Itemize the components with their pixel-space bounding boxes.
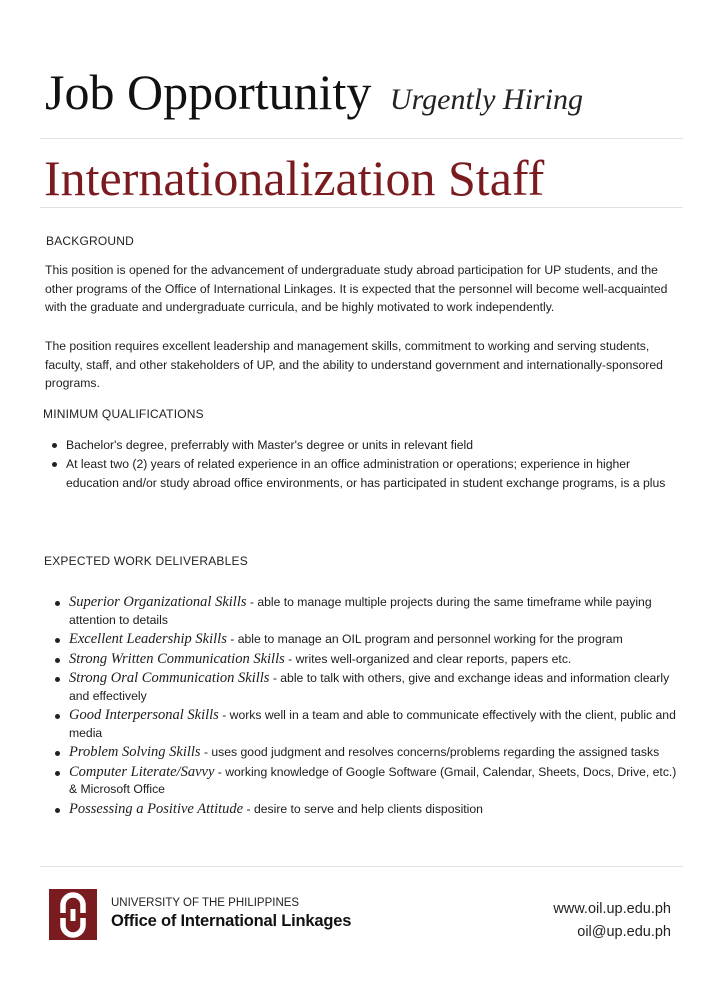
skill-description: - able to manage an OIL program and personnel working for the program: [226, 632, 623, 646]
skill-description: - works well in a team and able to communicate effectively with the client, public and media: [69, 708, 676, 740]
skill-description: - writes well-organized and clear reports, papers etc.: [284, 651, 572, 666]
skill-description: - able to manage multiple projects during the same timeframe while paying attention to details: [69, 595, 652, 627]
page-title: [45, 62, 583, 130]
list-item: Bachelor's degree, preferrably with Master's degree or units in relevant field: [46, 436, 666, 455]
background-paragraph-2: The position requires excellent leadership and management skills, commitment to working and serving students, faculty, staff, and other stakeholders of UP, and the ability to understand government and internationally-sponsored programs.: [45, 339, 663, 390]
skill-name: Problem Solving Skills: [69, 744, 201, 760]
university-name: UNIVERSITY OF THE PHILIPPINES: [111, 897, 300, 909]
skill-name: Strong Oral Communication Skills: [69, 670, 270, 686]
skill-description: - working knowledge of Google Software (Gmail, Calendar, Sheets, Docs, Drive, etc.) & Microsoft Office: [69, 764, 677, 796]
skill-name: Superior Organizational Skills: [69, 594, 247, 610]
skill-name: Strong Written Communication Skills: [69, 650, 285, 667]
skill-description: - able to talk with others, give and exchange ideas and information clearly and effectively: [69, 671, 670, 703]
list-item: [49, 651, 683, 669]
page-title-text: Job Opportunity: [45, 64, 372, 120]
list-item: [49, 670, 683, 705]
office-name: Office of International Linkages: [111, 912, 352, 930]
skill-description: - uses good judgment and resolves concerns/problems regarding the assigned tasks: [200, 745, 660, 759]
qualifications-heading: MINIMUM QUALIFICATIONS: [43, 407, 204, 421]
up-oil-logo-icon: [49, 889, 97, 940]
list-item: [49, 744, 683, 762]
skill-name: Possessing a Positive Attitude: [69, 800, 244, 817]
qualifications-list: [46, 436, 666, 493]
background-paragraph-1: This position is opened for the advancement of undergraduate study abroad participation for UP students, and the other programs of the Office of International Linkages. It is expected that the personnel will become well-acquainted with the graduate and undergraduate curricula, and be highly motivated to work independently.: [45, 263, 668, 314]
list-item: [49, 631, 683, 649]
logo-mark-svg: [49, 889, 97, 940]
email-link[interactable]: oil@up.edu.ph: [577, 924, 671, 940]
deliverables-list: [49, 594, 683, 820]
divider: [40, 138, 683, 139]
footer-divider: [40, 866, 683, 867]
urgent-tagline: Urgently Hiring: [389, 83, 583, 116]
background-heading: BACKGROUND: [46, 234, 135, 248]
list-item: [49, 801, 683, 819]
list-item: [49, 764, 683, 799]
website-link[interactable]: www.oil.up.edu.ph: [553, 901, 671, 917]
skill-name: Good Interpersonal Skills: [69, 707, 219, 723]
skill-description: - desire to serve and help clients disposition: [243, 801, 483, 816]
skill-name: Computer Literate/Savvy: [69, 763, 215, 780]
job-title: Internationalization Staff: [44, 150, 545, 206]
list-item: [49, 707, 683, 742]
divider: [40, 207, 683, 208]
list-item: At least two (2) years of related experience in an office administration or operations; experience in higher education and/or study abroad office environments, or has participated in student exchange programs, is a plus: [46, 455, 666, 493]
deliverables-heading: EXPECTED WORK DELIVERABLES: [44, 554, 248, 568]
list-item: [49, 594, 683, 629]
skill-name: Excellent Leadership Skills: [69, 631, 227, 647]
